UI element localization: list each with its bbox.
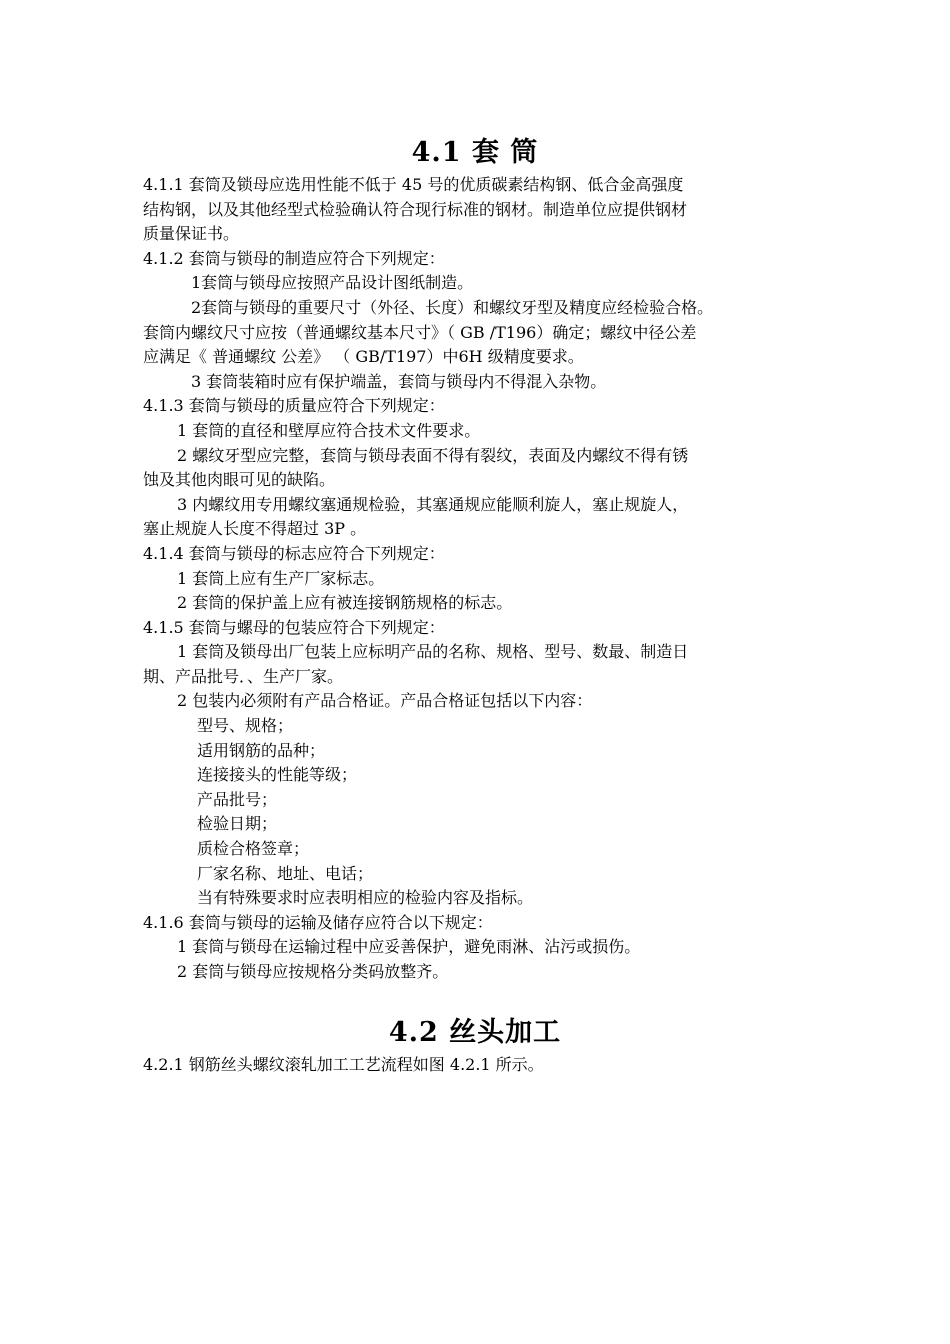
- text-line: 3 套筒装箱时应有保护端盖，套筒与锁母内不得混入杂物。: [191, 371, 607, 391]
- text-line: 4.1.6 套筒与锁母的运输及储存应符合以下规定：: [143, 912, 493, 932]
- text-line: 1 套筒上应有生产厂家标志。: [177, 568, 385, 588]
- text-line: 4.1.5 套筒与螺母的包装应符合下列规定：: [143, 617, 445, 637]
- text-line: 产品批号；: [197, 789, 278, 809]
- text-line: 型号、规格；: [197, 716, 294, 736]
- text-line: 2 螺纹牙型应完整，套筒与锁母表面不得有裂纹，表面及内螺纹不得有锈: [177, 445, 689, 465]
- text-line: 质检合格签章；: [197, 839, 310, 859]
- text-line: 结构钢，以及其他经型式检验确认符合现行标准的钢材。制造单位应提供钢材: [143, 199, 688, 219]
- text-line: 期、产品批号．、生产厂家。: [143, 666, 344, 686]
- text-line: 当有特殊要求时应表明相应的检验内容及指标。: [197, 888, 534, 908]
- text-line: 4.1.3 套筒与锁母的质量应符合下列规定：: [143, 396, 445, 416]
- section-4-1-body: [143, 173, 807, 985]
- text-line: 连接接头的性能等级；: [197, 765, 358, 785]
- text-line: 检验日期；: [197, 814, 278, 834]
- text-line: 蚀及其他肉眼可见的缺陷。: [143, 470, 336, 490]
- text-line: 套筒内螺纹尺寸应按（普通螺纹基本尺寸》（ GB /T196）确定；螺纹中径公差: [143, 322, 697, 342]
- text-line: 2 套筒的保护盖上应有被连接钢筋规格的标志。: [177, 593, 513, 613]
- text-line: 2 包装内必须附有产品合格证。产品合格证包括以下内容：: [177, 691, 593, 711]
- text-line: 4.1.4 套筒与锁母的标志应符合下列规定：: [143, 543, 445, 563]
- text-line: 应满足《 普通螺纹 公差》 （ GB/T197）中6H 级精度要求。: [143, 347, 584, 367]
- text-line: 4.1.2 套筒与锁母的制造应符合下列规定：: [143, 248, 445, 268]
- section-heading-4-1: 4.1 套 筒: [411, 137, 539, 168]
- text-line: 4.1.1 套筒及锁母应选用性能不低于 45 号的优质碳素结构钢、低合金高强度: [143, 175, 684, 194]
- text-line: 质量保证书。: [143, 224, 240, 244]
- text-line: 2套筒与锁母的重要尺寸（外径、长度）和螺纹牙型及精度应经检验合格。: [191, 297, 714, 317]
- text-line: 3 内螺纹用专用螺纹塞通规检验，其塞通规应能顺利旋人，塞止规旋人，: [177, 494, 689, 514]
- text-line: 1 套筒与锁母在运输过程中应妥善保护，避免雨淋、沾污或损伤。: [177, 937, 641, 957]
- text-line: 1 套筒及锁母出厂包装上应标明产品的名称、规格、型号、数最、制造日: [177, 642, 689, 662]
- text-line: 1 套筒的直径和壁厚应符合技术文件要求。: [177, 420, 481, 440]
- document-page: [143, 133, 807, 1077]
- text-line: 塞止规旋人长度不得超过 3P 。: [143, 519, 367, 539]
- section-heading-4-2: 4.2 丝头加工: [388, 1016, 562, 1048]
- text-line: 4.2.1 钢筋丝头螺纹滚轧加工工艺流程如图 4.2.1 所示。: [143, 1054, 544, 1074]
- text-line: 厂家名称、地址、电话；: [197, 863, 374, 883]
- text-line: 2 套筒与锁母应按规格分类码放整齐。: [177, 962, 449, 981]
- text-line: 1套筒与锁母应按照产品设计图纸制造。: [191, 273, 474, 293]
- section-4-2-body: [143, 1053, 807, 1078]
- text-line: 适用钢筋的品种；: [197, 740, 326, 760]
